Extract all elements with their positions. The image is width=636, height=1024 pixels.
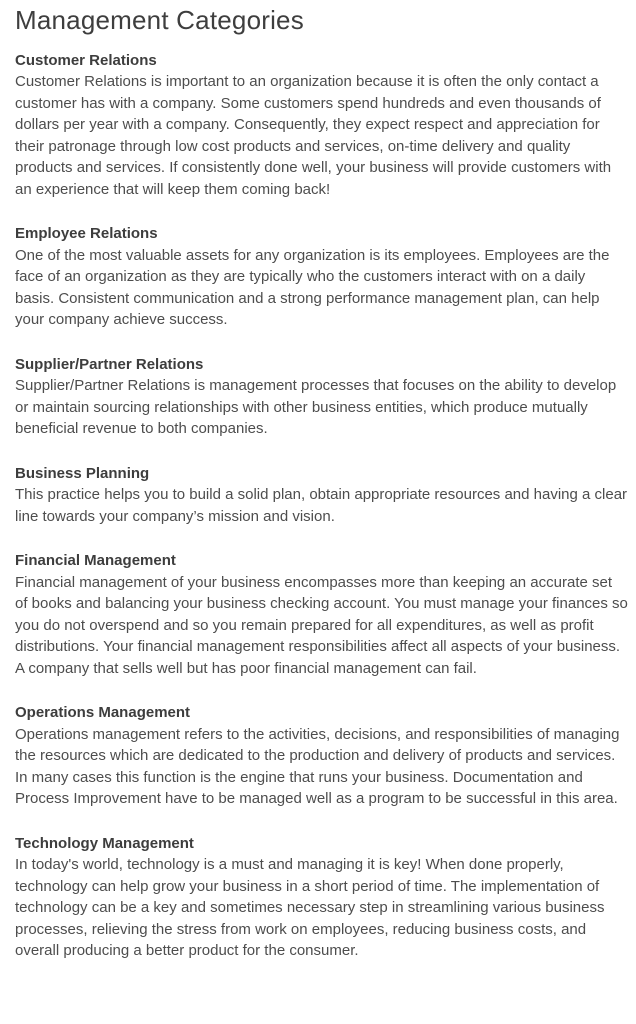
section-heading: Employee Relations: [15, 225, 158, 242]
section-technology-management: [15, 833, 628, 962]
section-employee-relations: [15, 223, 628, 331]
section-heading: Operations Management: [15, 704, 191, 721]
section-body: Customer Relations is important to an organization because it is often the only contact a customer has with a company. Some customers spend hundreds and even thousands of dollars per year with a company. Consequently, they expect respect and appreciation for their patronage through low cost products and services, on-time delivery and quality products and services. If consistently done well, your business will provide customers with an experience that will keep them coming back!: [15, 73, 612, 198]
section-body: This practice helps you to build a solid plan, obtain appropriate resources and having a clear line towards your company’s mission and vision.: [15, 486, 628, 525]
section-body: In today's world, technology is a must and managing it is key! When done properly, technology can help grow your business in a short period of time. The implementation of technology can be a key and sometimes necessary step in streamlining various business processes, relieving the stress from work on employees, reducing business costs, and overall producing a better product for the consumer.: [15, 856, 605, 959]
section-heading: Business Planning: [15, 464, 150, 482]
section-body: Operations management refers to the activities, decisions, and responsibilities of managing the resources which are dedicated to the production and delivery of products and services. In many cases this function is the engine that runs your business. Documentation and Process Improvement have to be managed well as a program to be successful in this area.: [15, 725, 620, 807]
section-body: One of the most valuable assets for any organization is its employees. Employees are the face of an organization as they are typically who the customers interact with on a daily basis. Consistent communication and a strong performance management plan, can help your company achieve success.: [15, 246, 610, 328]
section-supplier-partner-relations: [15, 354, 628, 440]
page-title: Management Categories: [15, 5, 304, 35]
section-heading: Supplier/Partner Relations: [15, 355, 204, 373]
section-heading: Financial Management: [15, 552, 176, 569]
section-operations-management: [15, 702, 628, 810]
section-heading: Customer Relations: [15, 51, 157, 69]
section-business-planning: [15, 463, 628, 528]
section-heading: Technology Management: [15, 834, 194, 852]
section-body: Supplier/Partner Relations is management processes that focuses on the ability to develop or maintain sourcing relationships with other business entities, which produce mutually beneficial revenue to both companies.: [15, 377, 617, 437]
section-financial-management: [15, 550, 628, 679]
section-customer-relations: [15, 50, 628, 201]
section-body: Financial management of your business encompasses more than keeping an accurate set of books and balancing your business checking account. You must manage your finances so you do not overspend and so you remain prepared for all expenditures, as well as profit distributions. Your financial management responsibilities affect all aspects of your business. A company that sells well but has poor financial management can fail.: [15, 573, 628, 677]
